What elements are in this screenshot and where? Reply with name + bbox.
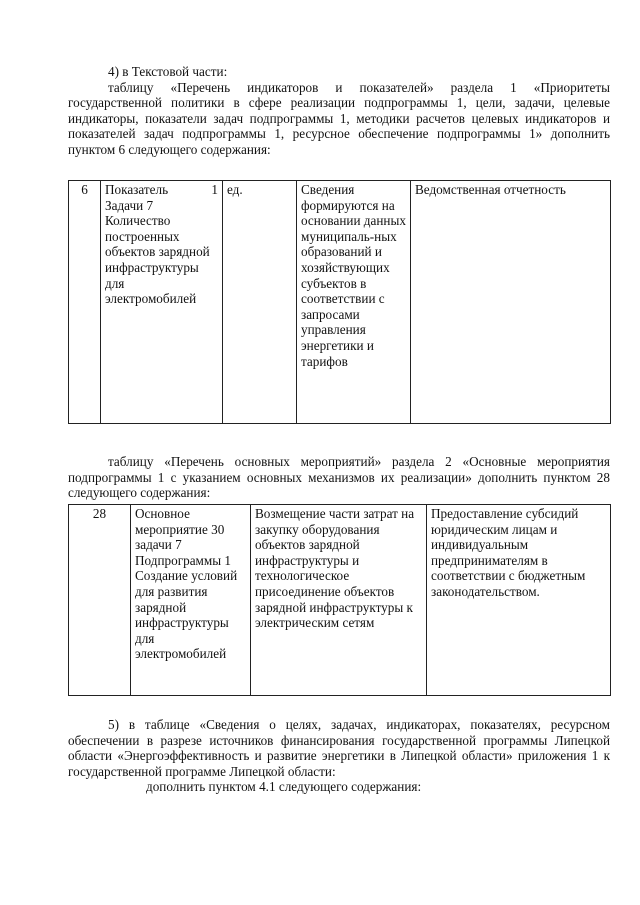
section-5-text: 5) в таблице «Сведения о целях, задачах, индикаторах, показателях, ресурсном обеспечении в разрезе источников финансирования государственной программы Липецкой области «Энергоэффективность и развитие энергетики в Липецкой области» приложения 1 к государственной программе Липецкой области: <box>68 717 610 779</box>
section-mid-text: таблицу «Перечень основных мероприятий» раздела 2 «Основные мероприятия подпрограммы 1 с указанием основных механизмов их реализации» дополнить пунктом 28 следующего содержания: <box>68 454 610 501</box>
description-cell: Возмещение части затрат на закупку оборудования объектов зарядной инфраструктуры и технологическое присоединение объектов зарядной инфраструктуры к электрическим сетям <box>251 505 427 696</box>
table-row <box>69 505 611 696</box>
indicator-name: Задачи 7 Количество построенных объектов зарядной инфраструктуры для электромобилей <box>105 197 210 307</box>
indicators-table <box>68 180 611 424</box>
unit-cell: ед. <box>223 181 297 424</box>
method-cell: Сведения формируются на основании данных муниципаль-ных образований и хозяйствующих субъектов в соответствии с запросами управления энергетики и тарифов <box>297 181 411 424</box>
indicator-title: Показатель 1 <box>105 182 218 197</box>
section-5-sub: дополнить пунктом 4.1 следующего содержания: <box>146 779 422 795</box>
section-4-heading: 4) в Текстовой части: <box>108 64 228 79</box>
source-cell: Ведомственная отчетность <box>411 181 611 424</box>
section-4-text: таблицу «Перечень индикаторов и показателей» раздела 1 «Приоритеты государственной политики в сфере реализации подпрограммы 1, цели, задачи, целевые индикаторы, показатели задач подпрограммы 1, методики расчетов целевых индикаторов и показателей задач подпрограммы 1, ресурсное обеспечение подпрограммы 1» дополнить пунктом 6 следующего содержания: <box>68 79 610 157</box>
section-4-block <box>68 64 610 158</box>
indicator-cell <box>101 181 223 424</box>
section-mid-block <box>68 454 610 501</box>
activity-cell: Основное мероприятие 30 задачи 7 Подпрограммы 1 Создание условий для развития зарядной инфраструктуры для электромобилей <box>131 505 251 696</box>
row-number: 28 <box>69 505 131 696</box>
activities-table <box>68 504 611 696</box>
section-5-block <box>68 717 610 795</box>
mechanism-cell: Предоставление субсидий юридическим лицам и индивидуальным предпринимателям в соответствии с бюджетным законодательством. <box>427 505 611 696</box>
table-row <box>69 181 611 424</box>
row-number: 6 <box>69 181 101 424</box>
